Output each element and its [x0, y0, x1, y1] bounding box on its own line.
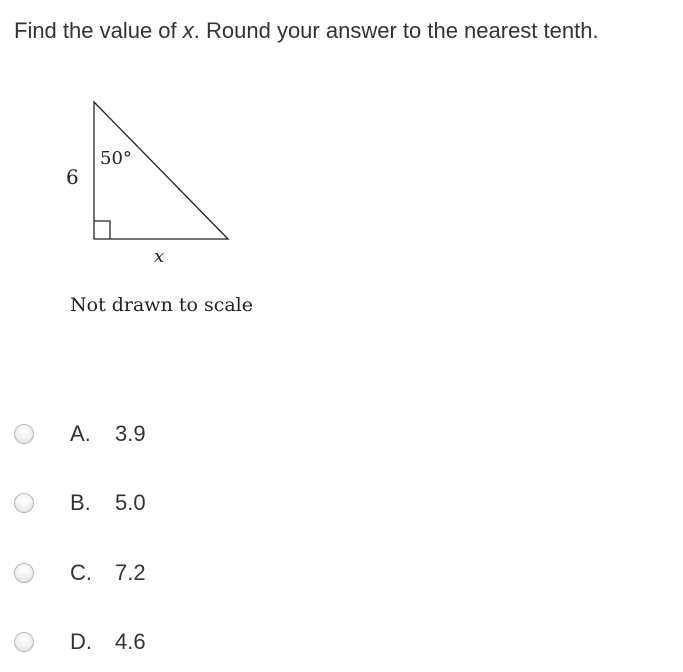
question-prefix: Find the value of [14, 18, 183, 43]
angle-label: 50° [100, 148, 132, 169]
option-d[interactable] [12, 624, 146, 660]
question-suffix: . Round your answer to the nearest tenth. [193, 18, 599, 43]
right-triangle [94, 102, 228, 239]
question-variable: x [182, 18, 194, 43]
radio-button-icon[interactable] [14, 563, 34, 583]
option-value: 3.9 [115, 421, 146, 446]
figure-caption: Not drawn to scale [70, 294, 254, 316]
option-letter: C. [70, 560, 92, 585]
triangle-diagram [56, 90, 276, 290]
option-letter: B. [70, 490, 91, 515]
radio-button-icon[interactable] [14, 632, 34, 652]
option-value: 4.6 [115, 629, 146, 654]
option-a[interactable] [12, 416, 146, 452]
option-b[interactable] [12, 485, 146, 521]
radio-button-icon[interactable] [14, 424, 34, 444]
option-value: 5.0 [115, 490, 146, 515]
unknown-side-label: x [154, 246, 165, 267]
option-value: 7.2 [115, 560, 146, 585]
question-text [14, 17, 599, 45]
option-letter: D. [70, 629, 92, 654]
right-angle-marker [94, 221, 110, 239]
option-c[interactable] [12, 555, 146, 591]
side-label: 6 [66, 165, 79, 189]
radio-button-icon[interactable] [14, 493, 34, 513]
option-letter: A. [70, 421, 91, 446]
